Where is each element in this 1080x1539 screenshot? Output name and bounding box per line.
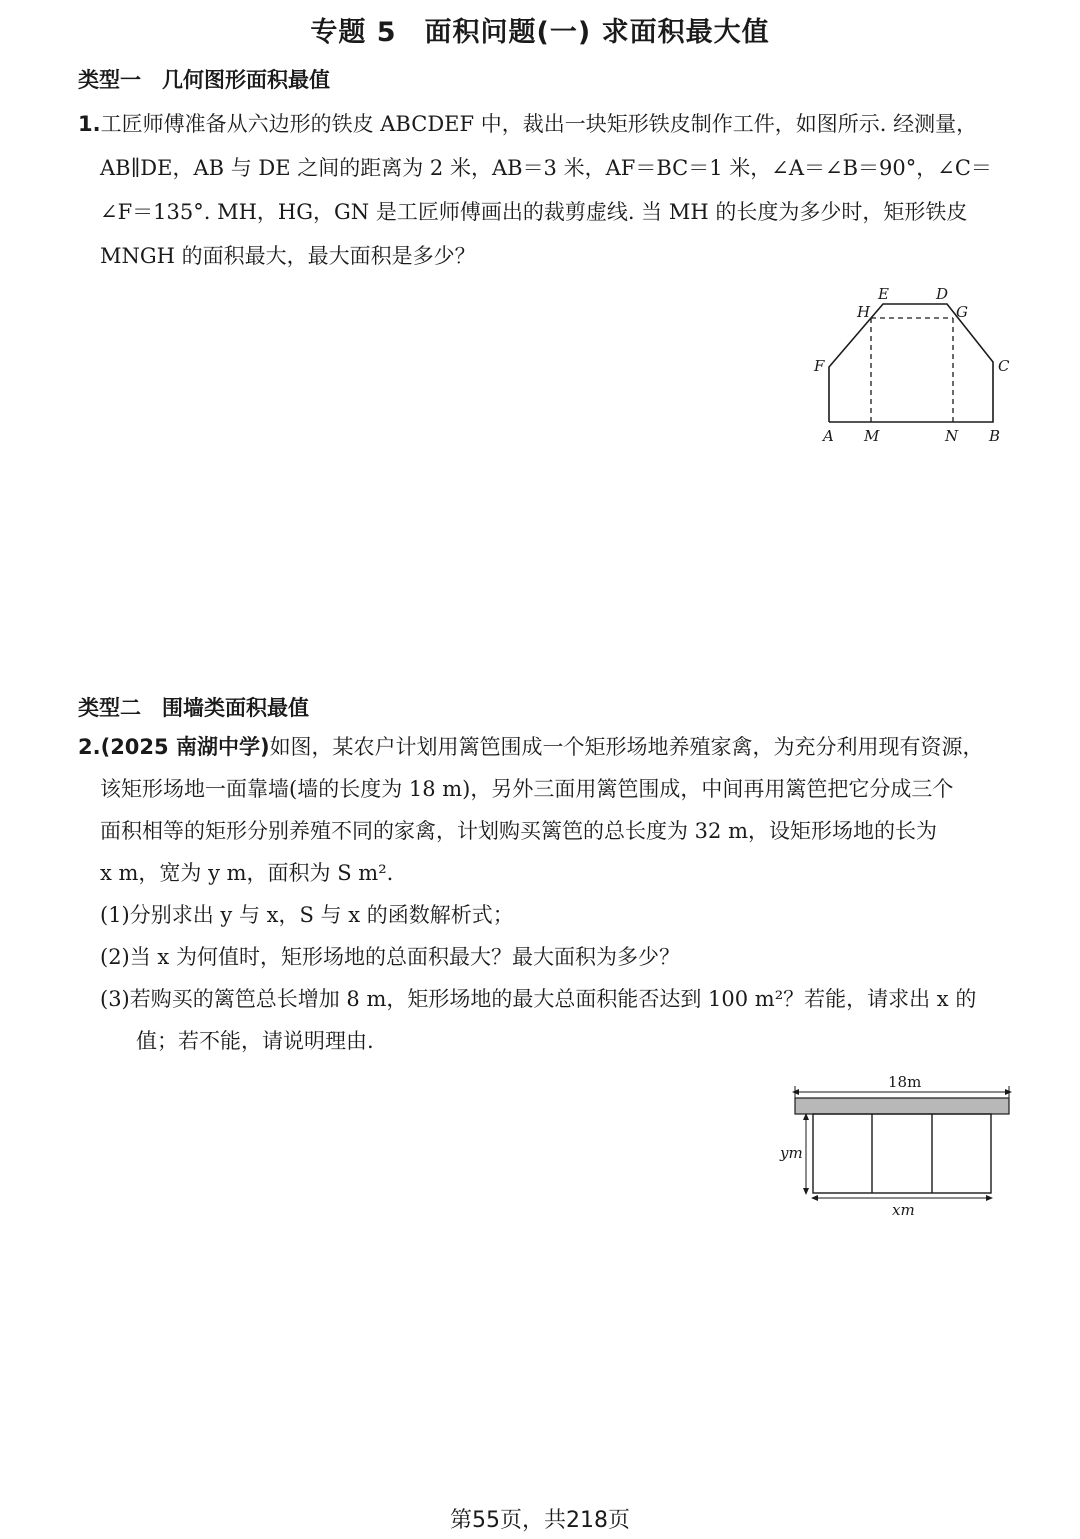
question-2-line-2: 该矩形场地一面靠墙(墙的长度为 18 m)，另外三面用篱笆围成，中间再用篱笆把它分成三个 bbox=[100, 777, 954, 801]
label-B: B bbox=[989, 427, 1001, 445]
label-C: C bbox=[998, 357, 1010, 375]
section-heading-2: 类型二 围墙类面积最值 bbox=[78, 696, 309, 720]
question-1-line-4: MNGH 的面积最大，最大面积是多少？ bbox=[100, 244, 476, 268]
question-1 bbox=[78, 102, 1018, 278]
wall bbox=[795, 1098, 1009, 1114]
question-2-part-3: (3)若购买的篱笆总长增加 8 m，矩形场地的最大总面积能否达到 100 m²？若能，请求出 x 的 bbox=[100, 987, 977, 1011]
width-label: ym bbox=[780, 1144, 803, 1162]
question-2-line-1: 2.(2025 南湖中学)如图，某农户计划用篱笆围成一个矩形场地养殖家禽，为充分利用现有资源， bbox=[78, 735, 984, 759]
question-2-part-2: (2)当 x 为何值时，矩形场地的总面积最大？最大面积为多少？ bbox=[100, 945, 680, 969]
page-footer: 第55页，共218页 bbox=[450, 1508, 630, 1533]
label-D: D bbox=[936, 285, 949, 303]
hexagon-shape bbox=[829, 304, 993, 422]
label-H: H bbox=[857, 303, 871, 321]
page-title: 专题 5 面积问题(一) 求面积最大值 bbox=[310, 17, 770, 48]
label-E: E bbox=[878, 285, 889, 303]
fence-outline bbox=[813, 1114, 991, 1193]
length-label: xm bbox=[892, 1201, 915, 1219]
question-2-part-1: (1)分别求出 y 与 x，S 与 x 的函数解析式； bbox=[100, 903, 514, 927]
question-2-part-3-cont: 值；若不能，请说明理由. bbox=[136, 1029, 374, 1053]
question-2 bbox=[78, 726, 1018, 1062]
section-heading-1: 类型一 几何图形面积最值 bbox=[78, 68, 330, 92]
label-G: G bbox=[956, 303, 968, 321]
question-1-line-2: AB∥DE，AB 与 DE 之间的距离为 2 米，AB＝3 米，AF＝BC＝1 米，∠A＝∠B＝90°，∠C＝ bbox=[100, 156, 992, 180]
question-1-line-1: 1.工匠师傅准备从六边形的铁皮 ABCDEF 中，裁出一块矩形铁皮制作工件，如图所示. 经测量， bbox=[78, 112, 978, 136]
label-M: M bbox=[864, 427, 880, 445]
question-2-number: 2. bbox=[78, 735, 101, 759]
wall-length-label: 18m bbox=[888, 1073, 922, 1091]
label-F: F bbox=[814, 357, 825, 375]
question-1-line-3: ∠F＝135°. MH，HG，GN 是工匠师傅画出的裁剪虚线. 当 MH 的长度为多少时，矩形铁皮 bbox=[100, 200, 968, 224]
question-2-line-4: x m，宽为 y m，面积为 S m². bbox=[100, 861, 394, 885]
label-A: A bbox=[823, 427, 834, 445]
question-2-line-3: 面积相等的矩形分别养殖不同的家禽，计划购买篱笆的总长度为 32 m，设矩形场地的长为 bbox=[100, 819, 937, 843]
label-N: N bbox=[945, 427, 959, 445]
question-1-number: 1. bbox=[78, 112, 101, 136]
question-2-source: (2025 南湖中学) bbox=[100, 735, 270, 759]
hexagon-figure bbox=[805, 282, 1030, 447]
fence-figure bbox=[776, 1070, 1021, 1220]
